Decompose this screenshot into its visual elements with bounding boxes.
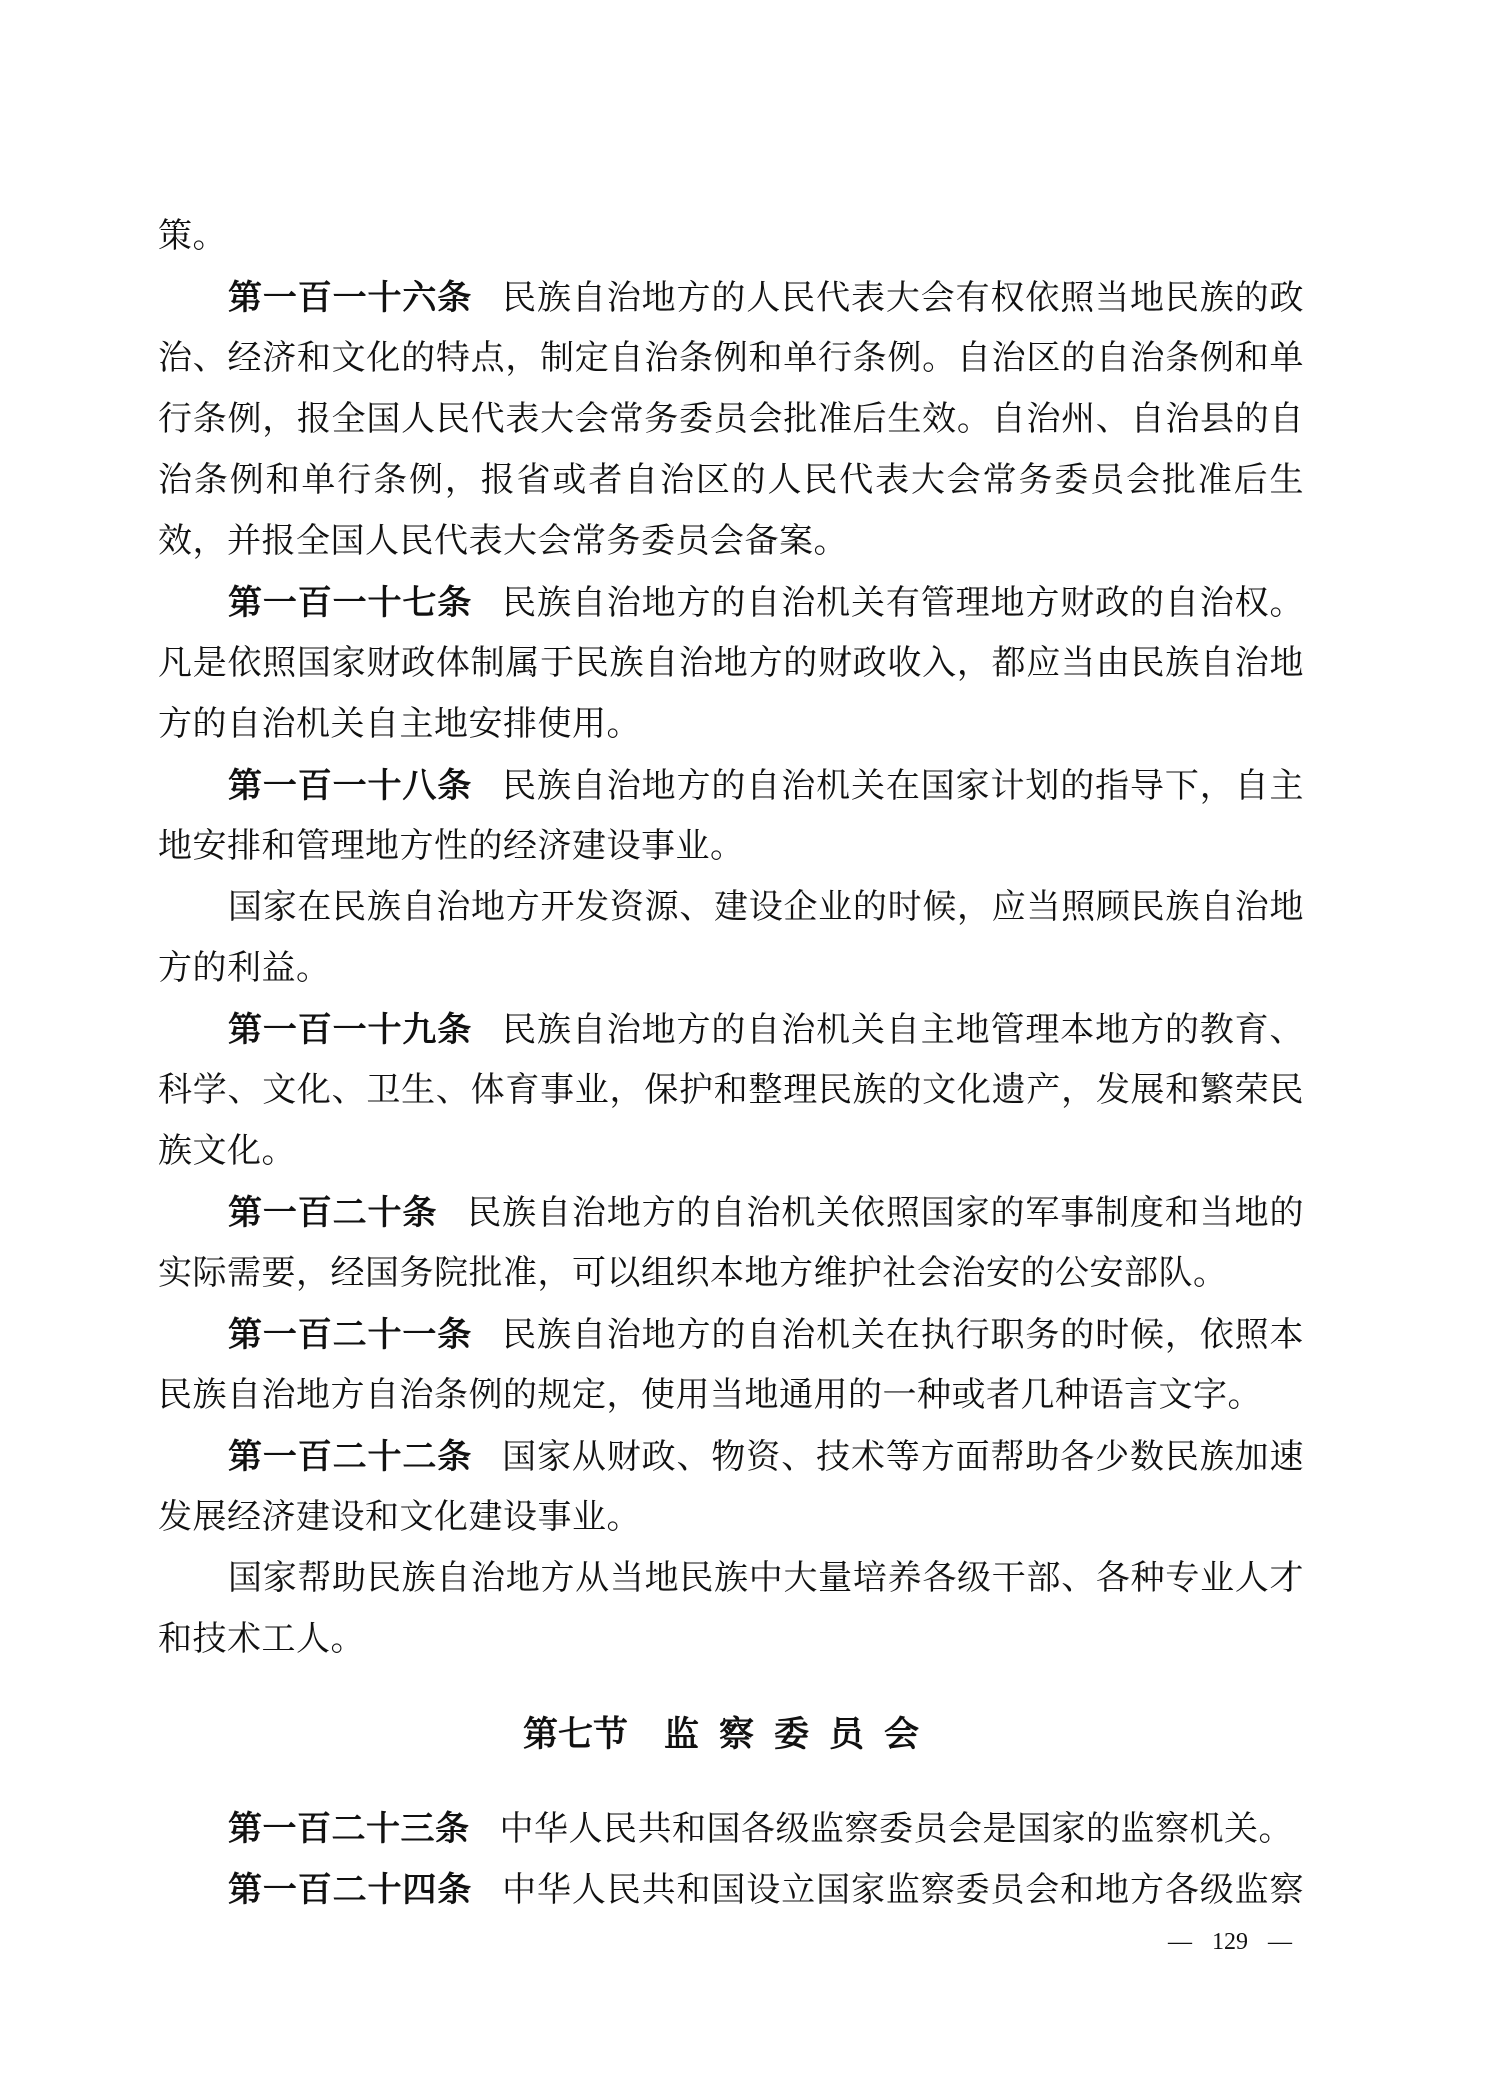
text-line <box>158 763 1304 809</box>
text-line <box>158 1495 1304 1541</box>
line-text: 行条例，报全国人民代表大会常务委员会批准后生效。自治州、自治县的自 <box>158 401 1304 438</box>
text-line <box>158 1312 1304 1358</box>
article-number: 第一百一十九条 <box>228 1011 473 1049</box>
text-line <box>158 1190 1304 1236</box>
text-line <box>158 702 1304 748</box>
line-text: 民族自治地方的自治机关有管理地方财政的自治权。 <box>502 585 1304 622</box>
line-text: 地安排和管理地方性的经济建设事业。 <box>158 828 745 865</box>
line-text: 发展经济建设和文化建设事业。 <box>158 1499 641 1536</box>
line-text: 国家从财政、物资、技术等方面帮助各少数民族加速 <box>502 1439 1304 1476</box>
line-text: 和技术工人。 <box>158 1621 365 1658</box>
text-line <box>158 1556 1304 1602</box>
line-text: 中华人民共和国设立国家监察委员会和地方各级监察 <box>502 1872 1304 1909</box>
text-line <box>158 1251 1304 1297</box>
section-heading <box>158 1709 1304 1761</box>
text-line <box>158 1373 1304 1419</box>
text-line <box>158 1867 1304 1913</box>
text-line <box>158 275 1304 321</box>
line-text: 治条例和单行条例，报省或者自治区的人民代表大会常务委员会批准后生 <box>158 462 1304 499</box>
line-text: 民族自治地方的人民代表大会有权依照当地民族的政 <box>502 280 1304 317</box>
section-heading-title: 监察委员会 <box>664 1715 940 1754</box>
line-text: 实际需要，经国务院批准，可以组织本地方维护社会治安的公安部队。 <box>158 1255 1228 1292</box>
text-line <box>158 1068 1304 1114</box>
line-text: 中华人民共和国各级监察委员会是国家的监察机关。 <box>499 1811 1293 1848</box>
article-number: 第一百一十六条 <box>228 279 473 317</box>
line-text: 方的自治机关自主地安排使用。 <box>158 706 641 743</box>
text-line <box>158 214 1304 260</box>
text-line <box>158 1806 1304 1852</box>
line-text: 民族自治地方自治条例的规定，使用当地通用的一种或者几种语言文字。 <box>158 1377 1262 1414</box>
text-line <box>158 1129 1304 1175</box>
text-line <box>158 1434 1304 1480</box>
article-number: 第一百二十四条 <box>228 1871 473 1909</box>
line-text: 效，并报全国人民代表大会常务委员会备案。 <box>158 523 848 560</box>
section-heading-label: 第七节 <box>522 1715 628 1754</box>
page-number: — 129 — <box>1168 1929 1292 1955</box>
line-text: 凡是依照国家财政体制属于民族自治地方的财政收入，都应当由民族自治地 <box>158 645 1304 682</box>
article-number: 第一百二十二条 <box>228 1438 473 1476</box>
text-line <box>158 824 1304 870</box>
line-text: 族文化。 <box>158 1133 296 1170</box>
text-line <box>158 885 1304 931</box>
text-line <box>158 458 1304 504</box>
text-line <box>158 336 1304 382</box>
line-text: 民族自治地方的自治机关自主地管理本地方的教育、 <box>502 1012 1304 1049</box>
line-text: 国家在民族自治地方开发资源、建设企业的时候，应当照顾民族自治地 <box>228 889 1304 926</box>
line-text: 民族自治地方的自治机关在国家计划的指导下，自主 <box>502 768 1304 805</box>
line-text: 科学、文化、卫生、体育事业，保护和整理民族的文化遗产，发展和繁荣民 <box>158 1072 1304 1109</box>
article-number: 第一百一十八条 <box>228 767 473 805</box>
line-text: 民族自治地方的自治机关依照国家的军事制度和当地的 <box>467 1195 1305 1232</box>
line-text: 治、经济和文化的特点，制定自治条例和单行条例。自治区的自治条例和单 <box>158 340 1304 377</box>
article-number: 第一百二十条 <box>228 1194 438 1232</box>
line-text: 民族自治地方的自治机关在执行职务的时候，依照本 <box>502 1317 1304 1354</box>
article-number: 第一百二十一条 <box>228 1316 473 1354</box>
article-number: 第一百二十三条 <box>228 1810 470 1848</box>
line-text: 国家帮助民族自治地方从当地民族中大量培养各级干部、各种专业人才 <box>228 1560 1304 1597</box>
text-line <box>158 946 1304 992</box>
text-line <box>158 580 1304 626</box>
line-text: 策。 <box>158 218 227 255</box>
text-line <box>158 641 1304 687</box>
article-number: 第一百一十七条 <box>228 584 473 622</box>
text-line <box>158 397 1304 443</box>
text-line <box>158 519 1304 565</box>
line-text: 方的利益。 <box>158 950 331 987</box>
text-line <box>158 1617 1304 1663</box>
text-line <box>158 1007 1304 1053</box>
